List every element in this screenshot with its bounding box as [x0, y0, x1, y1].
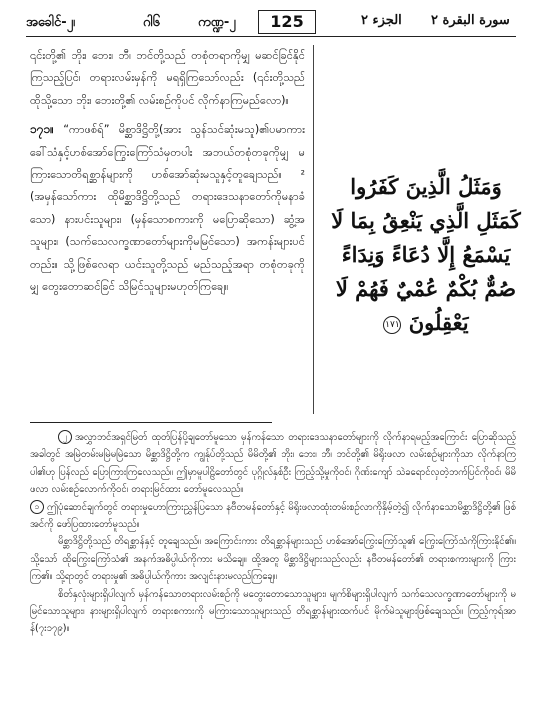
footnote-2-text: ဤပုံဆောင်ချက်တွင် တရားမှုဟောကြားညွှန်ပြသော နဗီတမန်တော်နှင့် မိရိုးဖလာထုံးတမ်းစဉ်လာကိုနှိမ့်တဲ့၍ လိုက်နာသောမိစ္ဆာဒိဋ္ဌိတို့၏ ဖြစ်အင်ကို ဖော်ပြထားတော်မူသည်။ [30, 501, 516, 531]
verse-reference-number: ၁၇၁။ [30, 122, 54, 137]
page-header [26, 10, 516, 34]
footnotes [30, 429, 516, 638]
footnote-4: စိတ်နှလုံးများရှိပါလျက် မှန်ကန်သောတရားလမ်းစဉ်ကို မတွေးတောသောသူများ၊ မျက်စိများရှိပါလျက် သက်သေလက္ခဏာတော်များကို မမြင်သောသူများ၊ နားများရှိပါလျက် တရားစကားကို မကြားသောသူများသည် တိရစ္ဆာန်များထက်ပင် မိုက်မဲသူများဖြစ်ချေသည်။ ကြည့်ကုရ်အာန်(၇း၁၇၉)။ [30, 588, 516, 635]
footnote-1-text: အလွှာဘင်အရှင်မြတ် ထုတ်ပြန်ပို့ချတော်မူသော မှန်ကန်သော တရားဒေသနာတော်များကို လိုက်နာရမည့်အကြောင်း ပြောဆိုသည့်အခါတွင် အမြဲတမ်းမမြဲမမြဲသော မိစ္ဆာဒိဋ္ဌိတို့က ကျွန်ုပ်တို့သည် မိမိတို့၏ ဘိုး၊ ဘေး၊ ဘီ၊ ဘင်တို့၏ မိရိုးဖလာ လမ်းစဉ်များကိုသာ လိုက်နာကြပါ၏ဟု ပြန်လည် ပြောကြားကြလေသည်။ ဤမှာမူပါဠိတော်တွင် ပုဂ္ဂိုလ်နှစ်ဦး ကြည့်သို့မှုကိုဝင်၊ ဂိုဏ်းကျော် သဲခရောင်လှတဲ့ဘက်ပြင်ကိုဝင်၊ မိမိဖလာ လမ်းစဉ်လောက်ကိုဝင်၊ တရားမြင်ထား တော်မူလေသည်။ [30, 432, 516, 496]
translation-paragraph-2 [30, 118, 305, 298]
header-arabic-part: الجزء ٢ [361, 13, 402, 28]
header-arabic-surah: سورة البقرة ٢ [431, 13, 510, 28]
header-divider [26, 36, 516, 37]
verse-end-marker: ١٧١ [383, 316, 401, 334]
footnote-marker-2: ၁ [30, 500, 44, 514]
footnote-1 [30, 429, 516, 499]
arabic-verse [326, 170, 526, 340]
footnote-2 [30, 499, 516, 534]
footnote-marker-1: ၂ [58, 430, 72, 444]
column-divider [313, 45, 314, 414]
page-number: 125 [258, 10, 316, 34]
translation-paragraph-2-text: “ကာဖစ်ရ်” မိစ္ဆာဒိဋ္ဌိတို့(အား သွန်သင်ဆုံးမသူ)၏ပမာကား ခေါ်သံနှင့်ဟစ်အော်ကြွေးကြော်သံမှတပါး အဘယ်တစုံတခုကိုမျှ မကြားသောတိရစ္ဆာန်များကို ဟစ်အော်ဆုံးမသူနှင့်တူချေသည်။ ² (အမှန်သော်ကား ထိုမိစ္ဆာဒိဋ္ဌိတို့သည် တရားဒေသနာတော်ကိုမနာခံသော) နားပင်းသူများ၊ (မှန်သောစကားကို မပြောဆိုသော) ဆွံ့အသူများ၊ (သက်သေလက္ခဏာတော်များကိုမမြင်သော) အကန်းများပင်တည်း။ သို့ဖြစ်လေရာ ယင်းသူတို့သည် မည်သည့်အရာ တစုံတခုကိုမျှ တွေးတောဆင်ခြင် သိမြင်သူများမဟုတ်ကြချေ။ [30, 123, 305, 294]
translation-paragraph-1: ၎င်းတို့၏ ဘိုး၊ ဘေး၊ ဘီ၊ ဘင်တို့သည် တစုံတရာကိုမျှ မဆင်ခြင်နိုင်ကြသည့်ပြင်၊ တရားလမ်းမှန်ကို မရရှိကြသော်လည်း (၎င်းတို့သည် ထိုသို့သော ဘိုး၊ ဘေးတို့၏ လမ်းစဉ်ကိုပင် လိုက်နာကြမည်လော)။ [30, 49, 305, 107]
header-chapter-label: အခေါင်-၂၊ [26, 15, 76, 30]
footnote-3: မိစ္ဆာဒိဋ္ဌိတို့သည် တိရစ္ဆာန်နှင့် တူချေသည်။ အကြောင်းကား တိရစ္ဆာန်များသည် ဟစ်အော်ကြွေးကြော်သူ၏ ကြွေးကြော်သံကိုကြားနိုင်၏။ သို့သော် ထိုကြွေးကြော်သံ၏ အနက်အဓိပ္ပါယ်ကိုကား မသိချေ။ ထို့အတူ မိစ္ဆာဒိဋ္ဌိများသည်လည်း နဗီတမန်တော်၏ တရားစကားများကို ကြားကြ၏။ သို့ရာတွင် တရားမှု၏ အဓိပ္ပါယ်ကိုကား အလျင်းနားမလည်ကြချေ။ [30, 536, 516, 583]
header-section-label: ဂါ၆ [143, 15, 160, 30]
footnote-divider [30, 422, 272, 423]
translation-column [30, 45, 305, 298]
header-part-label: ကဏ္ဍ-၂ [198, 15, 236, 30]
arabic-verse-text: وَمَثَلُ الَّذِينَ كَفَرُوا كَمَثَلِ الَّذِي يَنْعِقُ بِمَا لَا يَسْمَعُ إِلَّا دُعَاءً وَنِدَاءً صُمٌّ بُكْمٌ عُمْيٌ فَهُمْ لَا يَعْقِلُونَ [331, 174, 521, 335]
